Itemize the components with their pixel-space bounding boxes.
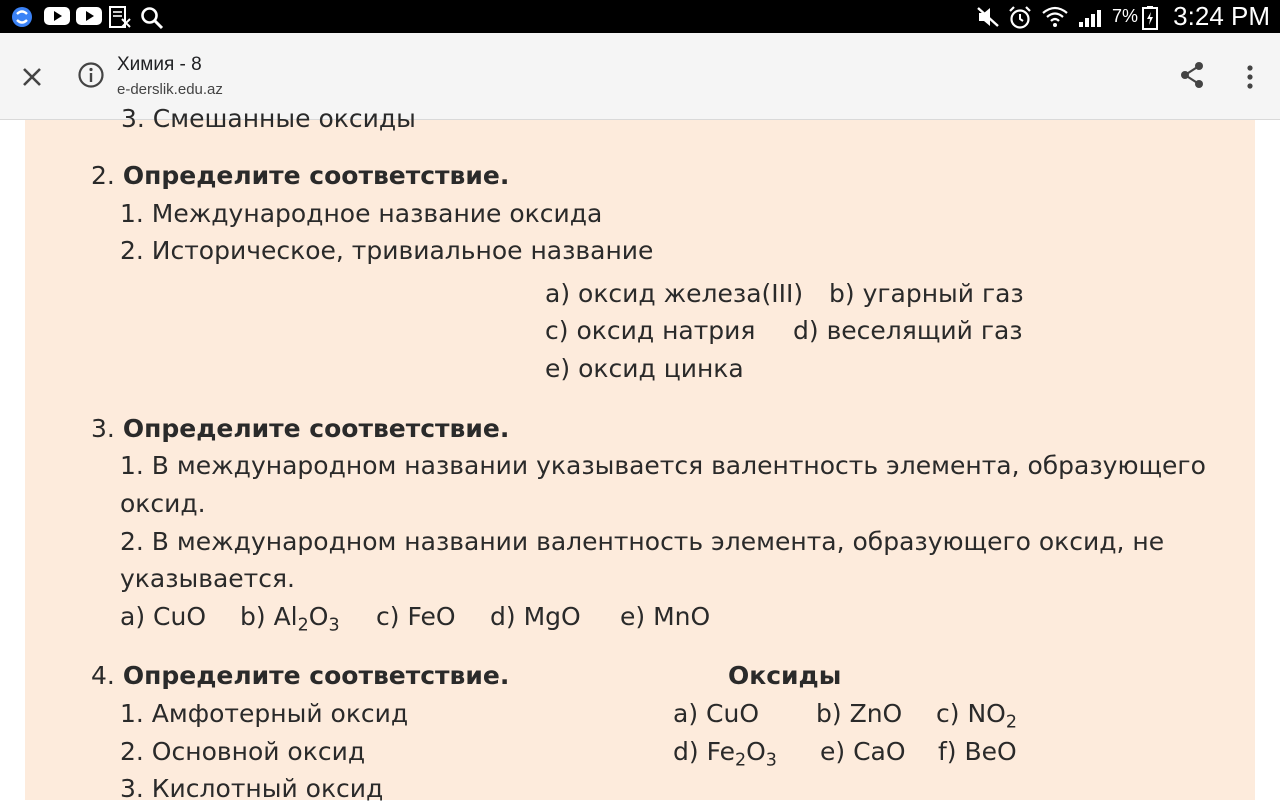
page-title: Химия - 8 [117,54,202,75]
option-f: f) BeO [938,737,1017,766]
option-b: b) угарный газ [829,279,1024,308]
list-item: 2. В международном названии валентность элемента, образующего оксид, не [120,527,1165,556]
list-item: 2. Основной оксид [120,737,366,766]
youtube-icon [44,6,70,26]
option-a: a) CuO [673,699,759,728]
share-button[interactable] [1176,59,1208,91]
option-e: e) CaO [820,737,906,766]
list-item: 1. Амфотерный оксид [120,699,409,728]
list-item: 3. Кислотный оксид [120,774,384,803]
option-b: b) ZnO [816,699,903,728]
option-c: c) оксид натрия [545,316,756,345]
question-number: 4. [91,661,115,690]
oxides-heading: Оксиды [728,661,842,690]
option-d: d) MgO [490,602,581,631]
partial-line: 3. Смешанные оксиды [121,104,416,133]
info-icon[interactable] [77,61,105,89]
more-vert-icon [1238,61,1262,93]
list-item: 1. В международном названии указывается валентность элемента, образующего [120,451,1206,480]
question-4 [91,660,509,692]
close-icon [16,61,48,93]
question-title: Определите соответствие. [122,414,510,443]
page-url: e-derslik.edu.az [117,81,223,98]
alarm-icon [1008,6,1032,30]
list-item: 2. Историческое, тривиальное название [120,236,654,265]
option-e: e) MnO [620,602,711,631]
list-item-continued: оксид. [120,489,206,518]
share-icon [1176,59,1208,91]
page-content [25,104,1255,803]
option-e: e) оксид цинка [545,354,744,383]
sync-icon [10,6,34,28]
option-c: c) FeO [376,602,456,631]
list-item-continued: указывается. [120,564,295,593]
signal-icon [1078,6,1106,28]
battery-percent: 7% [1112,6,1139,26]
option-a: a) оксид железа(III) [545,279,804,308]
battery-icon [1142,6,1158,30]
option-c: c) $NO_2$ [936,699,1017,733]
wifi-icon [1042,6,1068,28]
option-d: d) веселящий газ [793,316,1023,345]
more-options-button[interactable] [1238,61,1262,93]
clock: 3:24 PM [1173,1,1270,31]
mute-icon [976,6,1000,28]
list-item: 1. Международное название оксида [120,199,603,228]
question-title: Определите соответствие. [122,661,510,690]
question-number: 2. [91,161,115,190]
question-2 [91,160,509,192]
status-bar [0,0,1280,33]
close-button[interactable] [16,61,48,93]
search-icon [140,6,164,30]
option-b: b) $Al_2O_3$ [240,602,340,636]
youtube-icon [76,6,102,26]
question-number: 3. [91,414,115,443]
question-3 [91,413,509,445]
document-icon [108,6,132,28]
question-title: Определите соответствие. [122,161,510,190]
option-d: d) $Fe_2O_3$ [673,737,777,771]
option-a: a) CuO [120,602,206,631]
